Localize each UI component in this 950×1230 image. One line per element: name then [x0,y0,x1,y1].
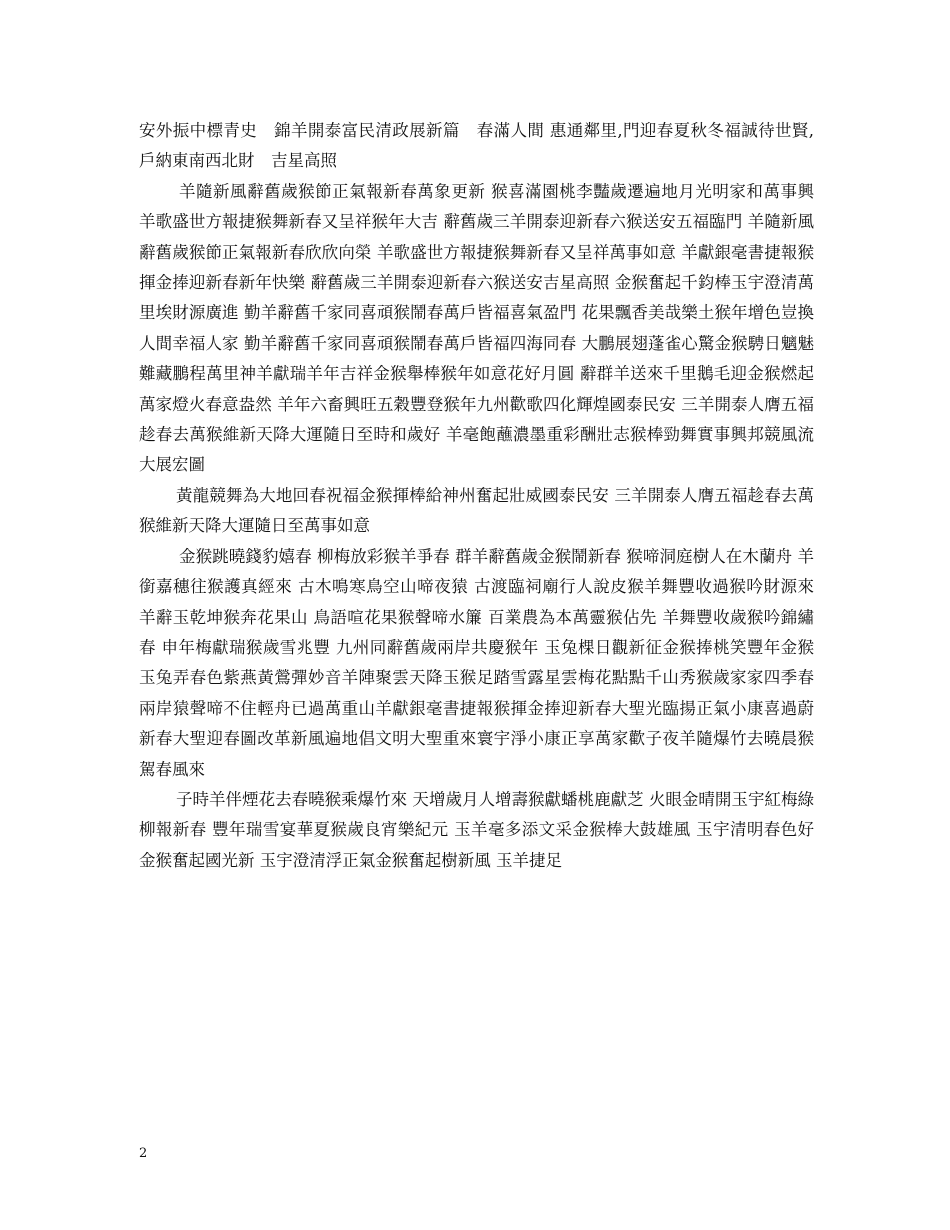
page-number: 2 [139,1146,148,1161]
paragraph-4: 金猴跳曉錢豹嬉春 柳梅放彩猴羊爭春 群羊辭舊歲金猴鬧新春 猴啼洞庭樹人在木蘭舟 羊銜嘉穗往猴護真經來 古木鳴寒鳥空山啼夜猿 古渡臨祠廟行人說皮猴羊舞豐收過猴吟財源來 羊辭玉乾坤猴奔花果山 鳥語喧花果猴聲啼水簾 百業農為本萬靈猴佔先 羊舞豐收歲猴吟錦繡春 申年梅獻瑞猴歲雪兆豐 九州同辭舊歲兩岸共慶猴年 玉兔棵日觀新征金猴捧桃笑豐年金猴玉兔弄春色紫燕黃鶯彈妙音羊陣聚雲天降玉猴足踏雪露星雲梅花點點千山秀猴歲家家四季春兩岸猿聲啼不住輕舟已過萬重山羊獻銀毫書捷報猴揮金捧迎新春大聖光臨揚正氣小康喜過蔚新春大聖迎春圖改革新風遍地倡文明大聖重來寰宇淨小康正享萬家歡子夜羊隨爆竹去曉晨猴駕春風來 [139,546,820,779]
paragraph-5: 子時羊伴煙花去春曉猴乘爆竹來 天增歲月人增壽猴獻蟠桃鹿獻芝 火眼金晴開玉宇紅梅綠柳報新春 豐年瑞雪宴華夏猴歲良宵樂紀元 玉羊毫多添文采金猴棒大鼓雄風 玉宇清明春色好金猴奮起國光新 玉宇澄清浮正氣金猴奮起樹新風 玉羊捷足 [139,789,814,870]
paragraph-1: 安外振中標青史 錦羊開泰富民清政展新篇 春滿人間 惠通鄰里,門迎春夏秋冬福誠待世賢,戶納東南西北財 吉星高照 [139,121,814,171]
paragraph-3: 黃龍競舞為大地回春祝福金猴揮棒給神州奮起壯威國泰民安 三羊開泰人膺五福趁春去萬猴維新天降大運隨日至萬事如意 [139,485,814,536]
paragraph-2: 羊隨新風辭舊歲猴節正氣報新春萬象更新 猴喜滿園桃李豔歲遷遍地月光明家和萬事興 羊歌盛世方報捷猴舞新春又呈祥猴年大吉 辭舊歲三羊開泰迎新春六猴送安五福臨門 羊隨新風辭舊歲猴節正氣報新春欣欣向榮 羊歌盛世方報捷猴舞新春又呈祥萬事如意 羊獻銀毫書捷報猴揮金捧迎新春新年快樂 辭舊歲三羊開泰迎新春六猴送安吉星高照 金猴奮起千鈞棒玉宇澄清萬里埃財源廣進 勤羊辭舊千家同喜頑猴鬧春萬戶皆福喜氣盈門 花果飄香美哉樂土猴年增色豈換人間幸福人家 勤羊辭舊千家同喜頑猴鬧春萬戶皆福四海同春 大鵬展翅蓬雀心驚金猴騁日魑魅難藏鵬程萬里神羊獻瑞羊年吉祥金猴舉棒猴年如意花好月圓 辭群羊送來千里鵝毛迎金猴燃起萬家燈火春意盎然 羊年六畜興旺五穀豐登猴年九州歡歌四化輝煌國泰民安 三羊開泰人膺五福趁春去萬猴維新天降大運隨日至時和歲好 羊毫飽蘸濃墨重彩酬壯志猴棒勁舞實事興邦競風流大展宏圖 [139,181,820,475]
document-body [139,116,820,876]
